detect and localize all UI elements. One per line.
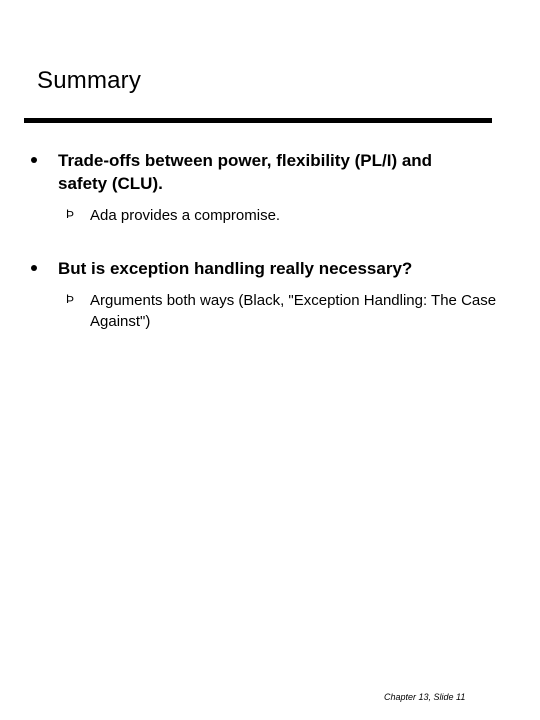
slide-footer: Chapter 13, Slide 11	[384, 692, 466, 702]
bullet-text: But is exception handling really necessary?	[58, 259, 413, 278]
bullet-dot-icon	[31, 265, 37, 271]
slide-title: Summary	[37, 67, 142, 94]
sub-bullet-text: Ada provides a compromise.	[90, 207, 281, 224]
sub-bullet-text: Arguments both ways (Black, "Exception Handling: The Case Against")	[90, 292, 497, 330]
bullet-text: Trade-offs between power, flexibility (PL/I) and safety (CLU).	[58, 151, 433, 193]
bullet-dot-icon	[31, 157, 37, 163]
sub-bullet-marker: Þ	[66, 292, 75, 306]
title-divider	[24, 118, 492, 123]
sub-bullet-marker: Þ	[66, 207, 75, 221]
